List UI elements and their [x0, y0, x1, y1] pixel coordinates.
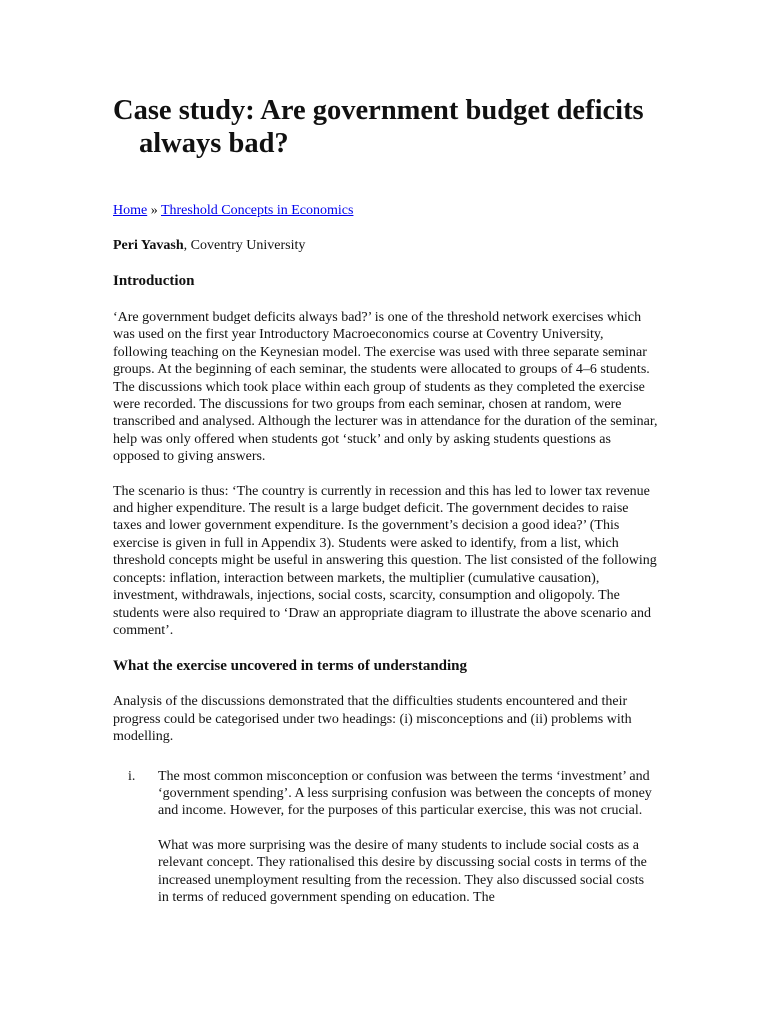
- introduction-paragraph-1: ‘Are government budget deficits always bad?’ is one of the threshold network exercises which was used on the first year Introductory Macroeconomics course at Coventry University, following teaching on the Keynesian model. The exercise was used with three separate seminar groups. At the beginning of each seminar, the students were allocated to groups of 4–6 students. The discussions which took place within each group of students as they completed the exercise were recorded. The discussions for two groups from each seminar, chosen at random, were transcribed and analysed. Although the lecturer was in attendance for the duration of the seminar, help was only offered when students got ‘stuck’ and only by asking students questions as opposed to giving answers.: [113, 310, 658, 465]
- findings-paragraph: Analysis of the discussions demonstrated that the difficulties students encountered and their progress could be categorised under two headings: (i) misconceptions and (ii) problems with modelling.: [113, 694, 632, 745]
- author-line: [113, 237, 658, 254]
- list-item-marker: i.: [128, 768, 136, 784]
- list-item: [158, 768, 658, 907]
- introduction-heading: Introduction: [113, 273, 195, 289]
- breadcrumb-home-link[interactable]: Home: [113, 203, 148, 218]
- list-item-paragraph-1: The most common misconception or confusion was between the terms ‘investment’ and ‘government spending’. A less surprising confusion was between the concepts of money and income. However, for the purposes of this particular exercise, this was not crucial.: [158, 768, 652, 819]
- page-title: Case study: Are government budget deficits always bad?: [113, 95, 644, 159]
- list-item-paragraph-2: What was more surprising was the desire of many students to include social costs as a relevant concept. They rationalised this desire by discussing social costs in terms of the increased unemployment resulting from the recession. They also discussed social costs in terms of reduced government spending on education. The: [158, 837, 647, 905]
- breadcrumb-section-link[interactable]: Threshold Concepts in Economics: [160, 203, 354, 218]
- document-page: [113, 94, 658, 906]
- findings-heading: What the exercise uncovered in terms of understanding: [113, 658, 468, 675]
- breadcrumb: [113, 202, 658, 219]
- breadcrumb-separator: »: [150, 203, 158, 218]
- findings-list: [113, 768, 658, 907]
- author-name: Peri Yavash: [113, 238, 184, 253]
- author-affiliation: , Coventry University: [183, 238, 306, 253]
- introduction-paragraph-2: The scenario is thus: ‘The country is currently in recession and this has led to lower tax revenue and higher expenditure. The result is a large budget deficit. The government decides to raise taxes and lower government expenditure. Is the government’s decision a good idea?’ (This exercise is given in full in Appendix 3). Students were asked to identify, from a list, which threshold concepts might be useful in answering this question. The list consisted of the following concepts: inflation, interaction between markets, the multiplier (cumulative causation), investment, withdrawals, injections, social costs, scarcity, consumption and oligopoly. The students were also required to ‘Draw an appropriate diagram to illustrate the above scenario and comment’.: [113, 483, 657, 638]
